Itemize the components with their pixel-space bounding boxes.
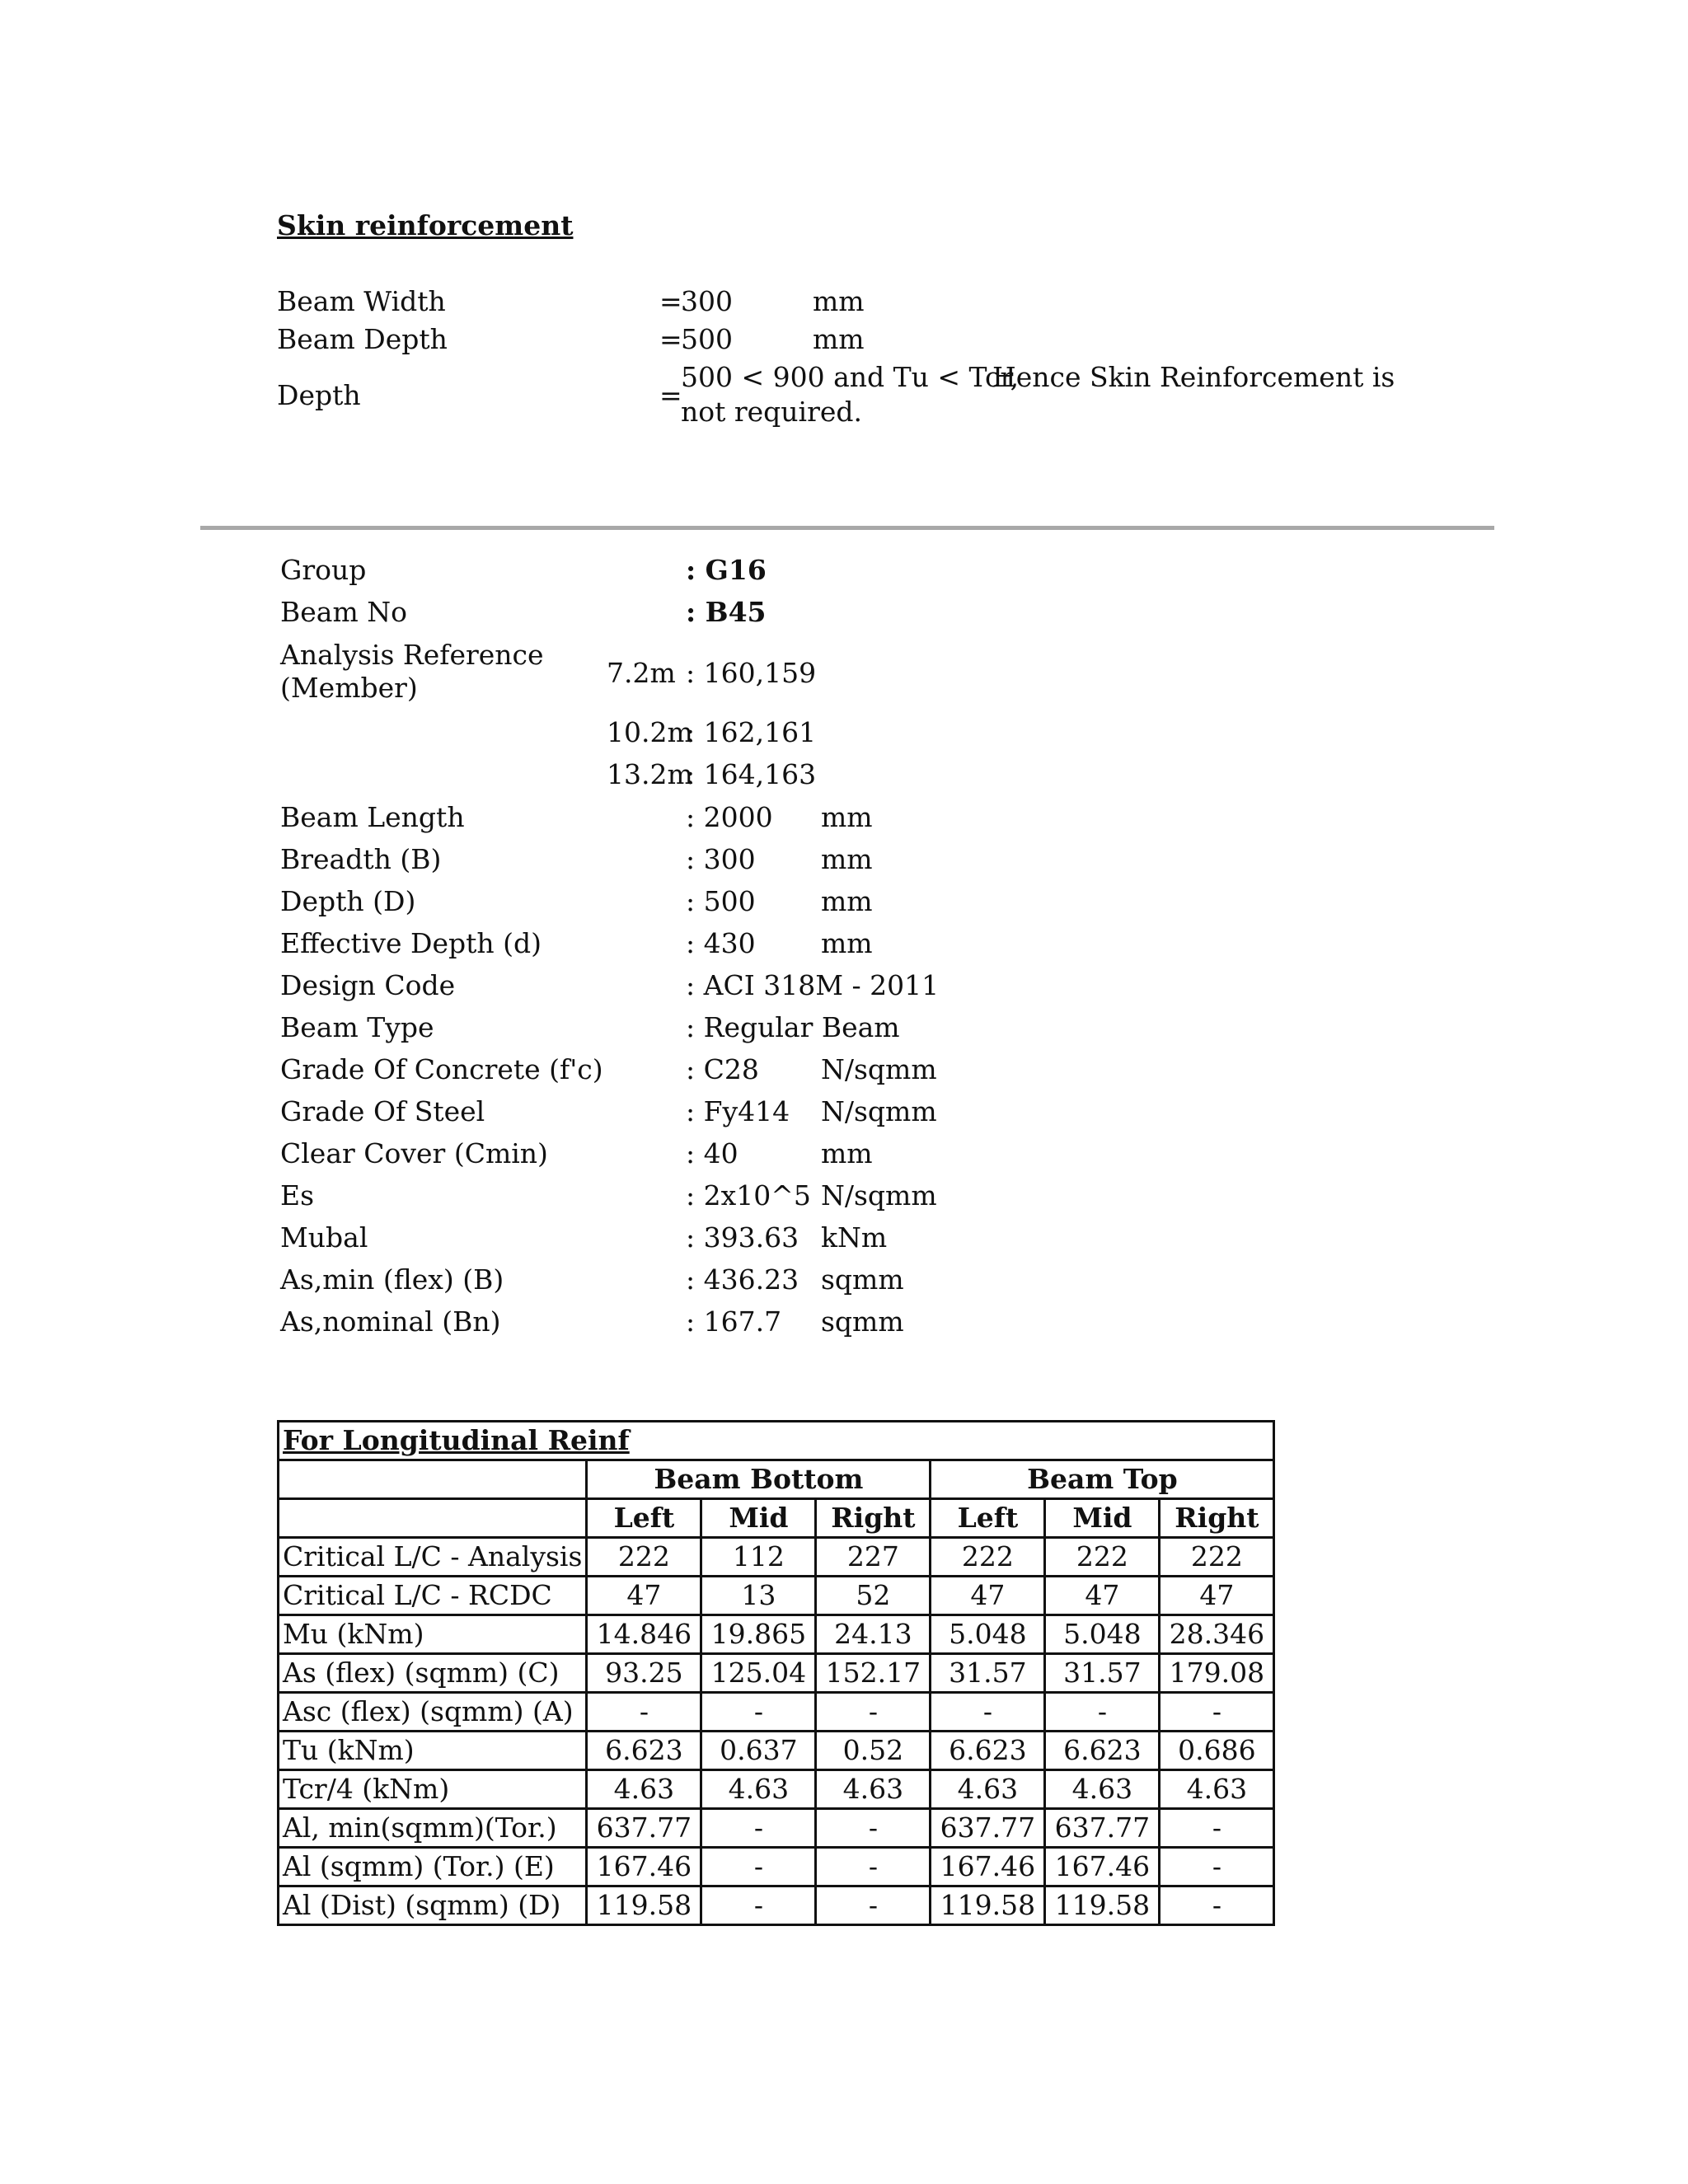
prop-label: Beam Length [280, 801, 465, 833]
analysis-ref-value: : 162,161 [686, 716, 817, 748]
table-cell: 637.77 [1045, 1809, 1160, 1848]
table-row [279, 1886, 1274, 1925]
table-row [279, 1770, 1274, 1809]
beam-width-value: 300 [681, 285, 733, 317]
prop-value: : 393.63 [686, 1221, 799, 1254]
prop-label: As,min (flex) (B) [280, 1263, 504, 1296]
table-row [279, 1654, 1274, 1693]
prop-value: : 2000 [686, 801, 773, 833]
depth-label: Depth [277, 379, 361, 411]
beam-depth-value: 500 [681, 323, 733, 355]
prop-unit: mm [821, 1137, 873, 1169]
row-label: Tcr/4 (kNm) [279, 1770, 587, 1809]
table-cell: - [1160, 1848, 1274, 1886]
table-cell: 0.686 [1160, 1732, 1274, 1770]
table-title-row [279, 1422, 1274, 1460]
group-value: : G16 [686, 554, 767, 586]
longitudinal-reinf-table [277, 1420, 1275, 1926]
prop-label: Es [280, 1179, 315, 1212]
prop-value: : 436.23 [686, 1263, 799, 1296]
prop-unit: mm [821, 801, 873, 833]
table-row [279, 1615, 1274, 1654]
col-header: Right [1160, 1499, 1274, 1538]
beam-depth-sep: = [659, 323, 682, 355]
table-cell: 4.63 [701, 1770, 816, 1809]
table-cell: 4.63 [931, 1770, 1045, 1809]
analysis-ref-level: 10.2m [607, 716, 693, 748]
prop-unit: N/sqmm [821, 1095, 937, 1127]
table-cell: 119.58 [587, 1886, 701, 1925]
prop-unit: kNm [821, 1221, 888, 1254]
table-cell: 222 [1045, 1538, 1160, 1577]
group-label: Group [280, 554, 367, 586]
beam-depth-unit: mm [813, 323, 865, 355]
prop-unit: N/sqmm [821, 1179, 937, 1212]
table-cell: 47 [587, 1577, 701, 1615]
table-group-row [279, 1460, 1274, 1499]
prop-unit: mm [821, 843, 873, 875]
table-cell: 4.63 [816, 1770, 931, 1809]
table-cell: 222 [1160, 1538, 1274, 1577]
analysis-ref-value: : 160,159 [686, 657, 817, 689]
table-cell: 5.048 [931, 1615, 1045, 1654]
depth-condition: 500 < 900 and Tu < Tcr, [681, 361, 1020, 393]
prop-label: Design Code [280, 969, 456, 1001]
prop-unit: mm [821, 885, 873, 917]
table-row [279, 1577, 1274, 1615]
prop-unit: mm [821, 927, 873, 959]
table-cell: 0.52 [816, 1732, 931, 1770]
prop-label: Grade Of Steel [280, 1095, 485, 1127]
table-cell: 227 [816, 1538, 931, 1577]
table-cell: 31.57 [1045, 1654, 1160, 1693]
table-corner-cell [279, 1460, 587, 1499]
table-subheader-row [279, 1499, 1274, 1538]
table-cell: 637.77 [931, 1809, 1045, 1848]
row-label: Critical L/C - RCDC [279, 1577, 587, 1615]
table-cell: - [816, 1693, 931, 1732]
table-row [279, 1538, 1274, 1577]
col-header: Right [816, 1499, 931, 1538]
prop-value: : 430 [686, 927, 756, 959]
table-cell: - [701, 1886, 816, 1925]
prop-unit: sqmm [821, 1263, 904, 1296]
table-body [279, 1538, 1274, 1925]
table-cell: 28.346 [1160, 1615, 1274, 1654]
table-row [279, 1693, 1274, 1732]
prop-label: Beam Type [280, 1011, 434, 1043]
row-label: Al (sqmm) (Tor.) (E) [279, 1848, 587, 1886]
table-cell: - [816, 1886, 931, 1925]
prop-value: : Fy414 [686, 1095, 790, 1127]
prop-value: : 2x10^5 [686, 1179, 811, 1212]
table-cell: 119.58 [1045, 1886, 1160, 1925]
row-label: Asc (flex) (sqmm) (A) [279, 1693, 587, 1732]
table-cell: 47 [1160, 1577, 1274, 1615]
prop-label: Clear Cover (Cmin) [280, 1137, 548, 1169]
table-cell: - [1160, 1693, 1274, 1732]
row-label: As (flex) (sqmm) (C) [279, 1654, 587, 1693]
analysis-ref-level: 7.2m [607, 657, 676, 689]
prop-value: : ACI 318M - 2011 [686, 969, 940, 1001]
analysis-ref-label-member: (Member) [280, 672, 418, 704]
depth-sep: = [659, 379, 682, 411]
row-label: Tu (kNm) [279, 1732, 587, 1770]
prop-unit: sqmm [821, 1305, 904, 1338]
table-cell: 112 [701, 1538, 816, 1577]
table-cell: 47 [931, 1577, 1045, 1615]
table-cell: 6.623 [931, 1732, 1045, 1770]
table-cell: - [701, 1809, 816, 1848]
prop-value: : 40 [686, 1137, 738, 1169]
table-cell: - [701, 1848, 816, 1886]
prop-label: Depth (D) [280, 885, 416, 917]
table-title: For Longitudinal Reinf [279, 1422, 1274, 1460]
beam-depth-label: Beam Depth [277, 323, 448, 355]
prop-label: As,nominal (Bn) [280, 1305, 501, 1338]
table-cell: - [1160, 1809, 1274, 1848]
table-row [279, 1809, 1274, 1848]
prop-value: : 300 [686, 843, 756, 875]
table-cell: 637.77 [587, 1809, 701, 1848]
table-cell: 167.46 [1045, 1848, 1160, 1886]
prop-value: : 167.7 [686, 1305, 782, 1338]
table-cell: 0.637 [701, 1732, 816, 1770]
beam-no-label: Beam No [280, 596, 407, 628]
table-cell: 4.63 [1045, 1770, 1160, 1809]
group-header-beam-top: Beam Top [931, 1460, 1274, 1499]
beam-no-value: : B45 [686, 596, 767, 628]
table-cell: 24.13 [816, 1615, 931, 1654]
row-label: Critical L/C - Analysis [279, 1538, 587, 1577]
table-cell: 13 [701, 1577, 816, 1615]
prop-value: : 500 [686, 885, 756, 917]
col-header: Mid [701, 1499, 816, 1538]
beam-width-sep: = [659, 285, 682, 317]
table-cell: 14.846 [587, 1615, 701, 1654]
table-cell: 4.63 [1160, 1770, 1274, 1809]
table-cell: - [1045, 1693, 1160, 1732]
table-cell: 222 [587, 1538, 701, 1577]
table-cell: 6.623 [1045, 1732, 1160, 1770]
section-divider [200, 526, 1494, 530]
prop-label: Mubal [280, 1221, 368, 1254]
analysis-ref-level: 13.2m [607, 758, 693, 790]
table-cell: 119.58 [931, 1886, 1045, 1925]
prop-label: Breadth (B) [280, 843, 442, 875]
table-cell: - [587, 1693, 701, 1732]
prop-value: : C28 [686, 1053, 759, 1085]
table-cell: 31.57 [931, 1654, 1045, 1693]
table-cell: - [701, 1693, 816, 1732]
table-cell: 47 [1045, 1577, 1160, 1615]
table-cell: - [816, 1848, 931, 1886]
prop-unit: N/sqmm [821, 1053, 937, 1085]
table-row [279, 1848, 1274, 1886]
table-cell: 125.04 [701, 1654, 816, 1693]
prop-label: Effective Depth (d) [280, 927, 542, 959]
table-cell: 179.08 [1160, 1654, 1274, 1693]
prop-value: : Regular Beam [686, 1011, 900, 1043]
table-cell: 5.048 [1045, 1615, 1160, 1654]
table-cell: - [816, 1809, 931, 1848]
group-header-beam-bottom: Beam Bottom [587, 1460, 931, 1499]
depth-conclusion-cont: not required. [681, 396, 863, 428]
table-cell: 222 [931, 1538, 1045, 1577]
beam-width-unit: mm [813, 285, 865, 317]
row-label: Al, min(sqmm)(Tor.) [279, 1809, 587, 1848]
table-cell: 93.25 [587, 1654, 701, 1693]
table-cell: - [931, 1693, 1045, 1732]
table-cell: 167.46 [931, 1848, 1045, 1886]
row-label: Al (Dist) (sqmm) (D) [279, 1886, 587, 1925]
analysis-ref-value: : 164,163 [686, 758, 817, 790]
prop-label: Grade Of Concrete (f'c) [280, 1053, 603, 1085]
analysis-ref-label: Analysis Reference [280, 639, 544, 671]
table-cell: 6.623 [587, 1732, 701, 1770]
skin-heading: Skin reinforcement [277, 209, 574, 241]
table-cell: 4.63 [587, 1770, 701, 1809]
table-cell: - [1160, 1886, 1274, 1925]
col-header: Left [587, 1499, 701, 1538]
table-cell: 19.865 [701, 1615, 816, 1654]
col-header: Mid [1045, 1499, 1160, 1538]
table-row [279, 1732, 1274, 1770]
col-header: Left [931, 1499, 1045, 1538]
depth-conclusion: Hence Skin Reinforcement is [992, 361, 1395, 393]
row-label: Mu (kNm) [279, 1615, 587, 1654]
table-cell: 167.46 [587, 1848, 701, 1886]
beam-width-label: Beam Width [277, 285, 446, 317]
table-cell: 152.17 [816, 1654, 931, 1693]
table-corner-cell [279, 1499, 587, 1538]
table-cell: 52 [816, 1577, 931, 1615]
